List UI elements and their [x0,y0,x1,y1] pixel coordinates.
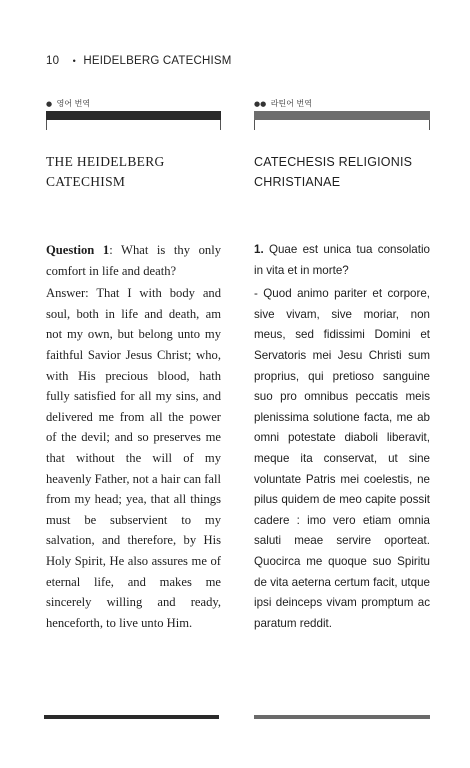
latin-translation-label [254,98,430,110]
english-question-label: Question 1 [46,243,110,257]
bullet-dot-icon: ● [46,100,53,108]
latin-title-line-2: CHRISTIANAE [254,175,341,189]
latin-answer: - Quod animo pariter et corpore, sive vivam, sive moriar, non meus, sed fidissimi Domini et Servatoris mei Jesu Christi sum proprius, qui pretioso sanguine suo pro omnibus peccatis meis plenissima solutione facta, me ab omni potestate diaboli liberavit, meque ita conservat, ut sine voluntate Patris mei coelestis, ne pilus quidem de meo capite possit cadere : imo vero etiam omnia saluti meae servire oporteat. Quocirca me quoque suo Spiritu de vita aeterna certum facit, utque ipsi deinceps vivam promptum ac paratum reddit. [254,287,430,630]
latin-body [254,240,430,634]
english-body [46,240,221,633]
english-bar-ticks [46,120,221,130]
english-question [46,240,221,281]
english-translation-label [46,98,221,110]
latin-label-text: 라틴어 번역 [270,99,312,108]
english-footer-rule [44,715,219,719]
latin-title [254,152,430,192]
header-separator: • [72,56,76,66]
english-title-line-1: THE HEIDELBERG [46,154,165,169]
english-section-bar [46,111,221,120]
latin-bar-ticks [254,120,430,130]
running-header [46,55,232,67]
latin-column-header [254,98,430,192]
english-answer: Answer: That I with body and soul, both in life and death, am not my own, but belong unto my faithful Savior Jesus Christ; who, with His precious blood, hath fully satisfied for all my sins, and delivered me from all the power of the devil; and so preserves me that without the will of my heavenly Father, not a hair can fall from my head; yea, that all things must be subservient to my salvation, and therefore, by His Holy Spirit, He also assures me of eternal life, and makes me sincerely willing and ready, henceforth, to live unto Him. [46,286,221,630]
running-title: HEIDELBERG CATECHISM [83,55,232,67]
english-question-text: : What is thy only comfort in life and death? [46,243,221,278]
latin-question-text: Quae est unica tua consolatio in vita et in morte? [254,243,430,277]
english-title-line-2: CATECHISM [46,174,126,189]
double-bullet-dot-icon: ●● [254,100,267,108]
latin-question-label: 1. [254,243,264,256]
english-column-header [46,98,221,192]
latin-question [254,240,430,281]
latin-section-bar [254,111,430,120]
english-title [46,152,221,192]
latin-footer-rule [254,715,430,719]
english-label-text: 영어 번역 [56,99,91,108]
page-number: 10 [46,55,60,67]
latin-title-line-1: CATECHESIS RELIGIONIS [254,155,413,169]
